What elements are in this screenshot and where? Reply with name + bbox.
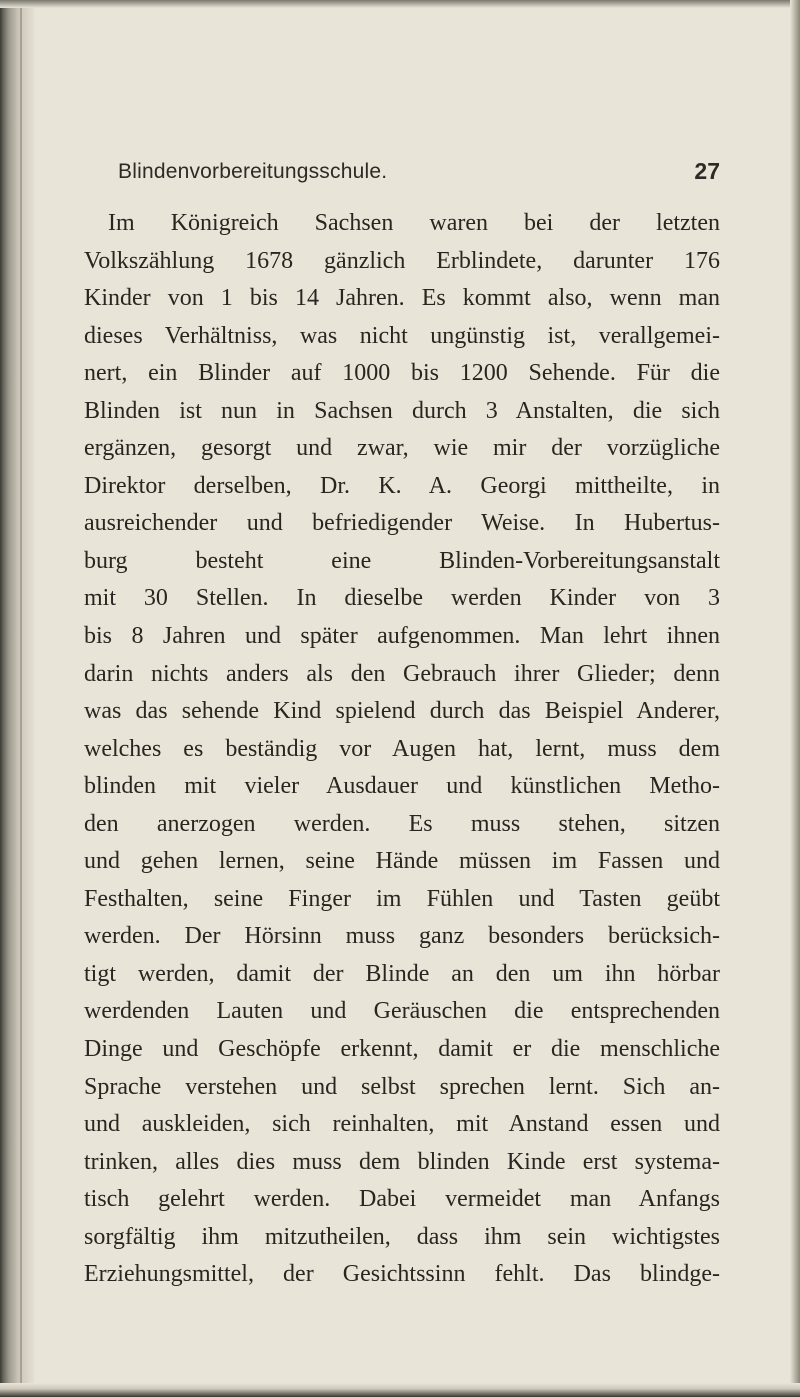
right-page-edge bbox=[790, 0, 800, 1397]
text-line: trinken, alles dies muss dem blinden Kinde erst systema- bbox=[84, 1148, 720, 1175]
text-line: darin nichts anders als den Gebrauch ihrer Glieder; denn bbox=[84, 660, 720, 687]
text-line: Dinge und Geschöpfe erkennt, damit er die menschliche bbox=[84, 1036, 720, 1063]
text-line: burg besteht eine Blinden-Vorbereitungsanstalt bbox=[84, 547, 720, 574]
text-line: Direktor derselben, Dr. K. A. Georgi mittheilte, in bbox=[84, 472, 720, 499]
running-head: Blindenvorbereitungsschule. bbox=[118, 160, 388, 183]
text-line: werden. Der Hörsinn muss ganz besonders berücksich- bbox=[84, 923, 720, 950]
bottom-page-edge bbox=[0, 1383, 800, 1397]
text-line: werdenden Lauten und Geräuschen die entsprechenden bbox=[84, 998, 720, 1025]
text-line: den anerzogen werden. Es muss stehen, sitzen bbox=[84, 810, 720, 837]
text-line: Festhalten, seine Finger im Fühlen und Tasten geübt bbox=[84, 885, 720, 912]
text-line: dieses Verhältniss, was nicht ungünstig ist, verallgemei- bbox=[84, 322, 720, 349]
text-line: Volkszählung 1678 gänzlich Erblindete, darunter 176 bbox=[84, 247, 720, 274]
text-line: nert, ein Blinder auf 1000 bis 1200 Sehende. Für die bbox=[84, 360, 720, 387]
text-line: Blinden ist nun in Sachsen durch 3 Anstalten, die sich bbox=[84, 397, 720, 424]
top-page-edge bbox=[0, 0, 800, 8]
text-line: blinden mit vieler Ausdauer und künstlichen Metho- bbox=[84, 773, 720, 800]
text-line: welches es beständig vor Augen hat, lernt, muss dem bbox=[84, 735, 720, 762]
text-line: und gehen lernen, seine Hände müssen im Fassen und bbox=[84, 848, 720, 875]
text-line: sorgfältig ihm mitzutheilen, dass ihm sein wichtigstes bbox=[84, 1223, 720, 1250]
text-line: ausreichender und befriedigender Weise. In Hubertus- bbox=[84, 510, 720, 537]
text-line: tigt werden, damit der Blinde an den um ihn hörbar bbox=[84, 960, 720, 987]
text-line: Kinder von 1 bis 14 Jahren. Es kommt also, wenn man bbox=[84, 285, 720, 312]
text-line: was das sehende Kind spielend durch das Beispiel Anderer, bbox=[84, 698, 720, 725]
binding-gutter bbox=[0, 0, 34, 1397]
text-line: Im Königreich Sachsen waren bei der letzten bbox=[108, 210, 720, 236]
text-line: mit 30 Stellen. In dieselbe werden Kinder von 3 bbox=[84, 585, 720, 612]
text-line: tisch gelehrt werden. Dabei vermeidet man Anfangs bbox=[84, 1186, 720, 1213]
page-number: 27 bbox=[694, 158, 720, 184]
text-line: Sprache verstehen und selbst sprechen lernt. Sich an- bbox=[84, 1073, 720, 1100]
body-paragraph bbox=[84, 205, 720, 1294]
text-line: ergänzen, gesorgt und zwar, wie mir der vorzügliche bbox=[84, 435, 720, 462]
text-line: bis 8 Jahren und später aufgenommen. Man lehrt ihnen bbox=[84, 623, 720, 650]
binding-crease bbox=[20, 0, 22, 1397]
page-header bbox=[84, 160, 720, 194]
text-line: Erziehungsmittel, der Gesichtssinn fehlt. Das blindge- bbox=[84, 1261, 720, 1288]
text-line: und auskleiden, sich reinhalten, mit Anstand essen und bbox=[84, 1111, 720, 1138]
